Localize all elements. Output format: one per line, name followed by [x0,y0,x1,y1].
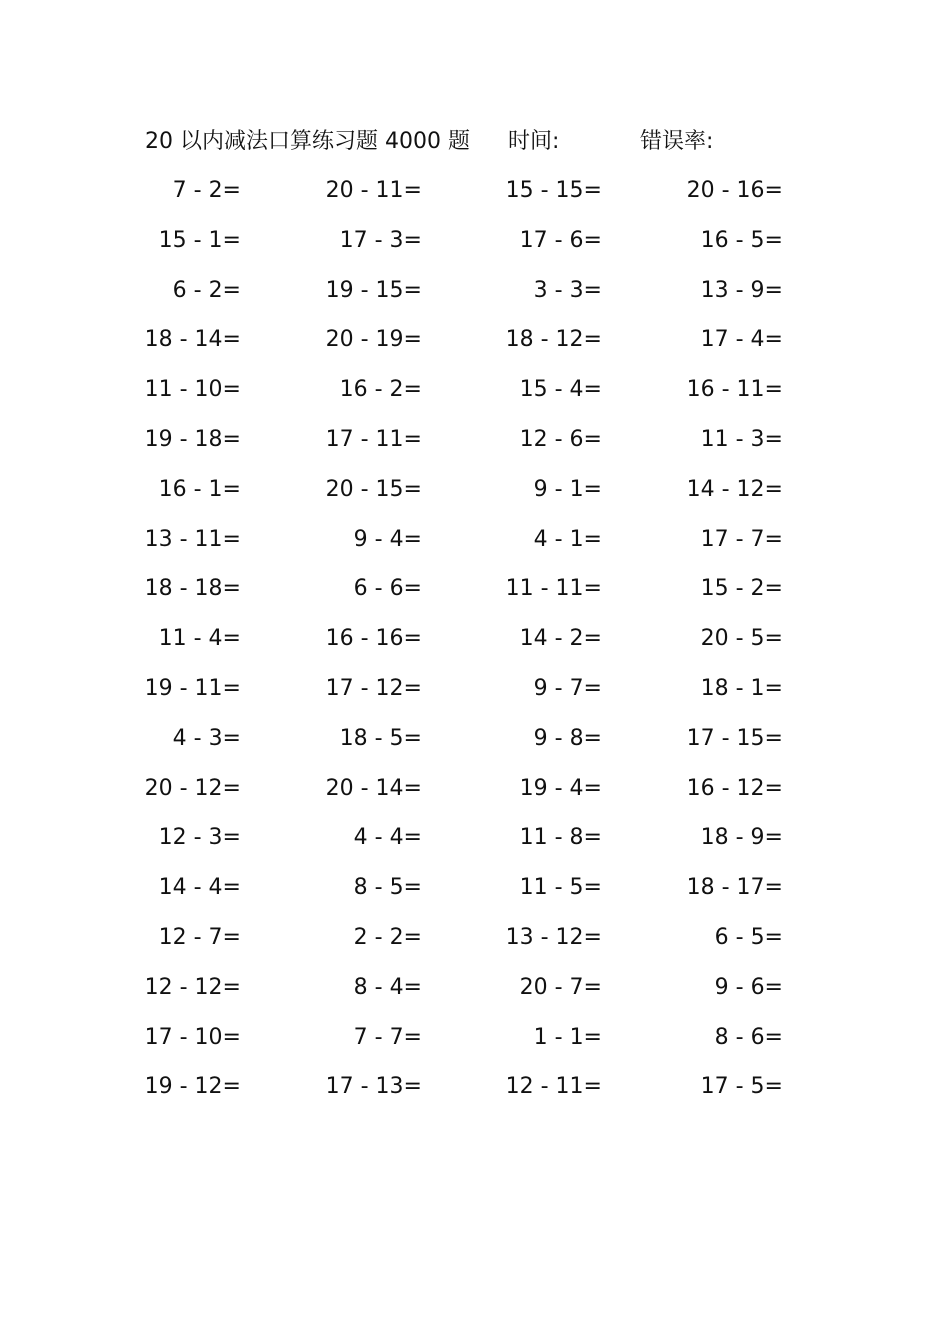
problem-row [0,1020,950,1070]
problem-row [0,721,950,771]
subtraction-problem: 12 - 12= [144,974,241,1000]
subtraction-problem: 6 - 6= [353,576,422,602]
subtraction-problem: 18 - 12= [505,327,602,353]
subtraction-problem: 16 - 11= [686,377,783,403]
subtraction-problem: 15 - 4= [519,377,602,403]
subtraction-problem: 13 - 9= [700,277,783,303]
subtraction-problem: 17 - 11= [325,426,422,452]
subtraction-problem: 12 - 6= [519,426,602,452]
subtraction-problem: 14 - 4= [158,875,241,901]
problem-row [0,1069,950,1119]
subtraction-problem: 4 - 1= [533,526,602,552]
subtraction-problem: 14 - 12= [686,476,783,502]
error-rate-label: 错误率: [640,129,714,154]
subtraction-problem: 17 - 7= [700,526,783,552]
problem-row [0,273,950,323]
subtraction-problem: 20 - 16= [686,178,783,203]
subtraction-problem: 11 - 4= [158,626,241,652]
subtraction-problem: 12 - 7= [158,924,241,950]
subtraction-problem: 19 - 4= [519,775,602,801]
subtraction-problem: 15 - 1= [158,227,241,253]
problem-row [0,173,950,223]
worksheet-title: 20 以内减法口算练习题 4000 题 [145,129,470,154]
subtraction-problem: 14 - 2= [519,626,602,652]
subtraction-problem: 20 - 19= [325,327,422,353]
subtraction-problem: 6 - 2= [172,277,241,303]
subtraction-problem: 13 - 11= [144,526,241,552]
subtraction-problem: 11 - 8= [519,825,602,851]
problem-row [0,820,950,870]
problem-row [0,920,950,970]
subtraction-problem: 17 - 10= [144,1024,241,1050]
problem-row [0,522,950,572]
problem-row [0,771,950,821]
subtraction-problem: 19 - 18= [144,426,241,452]
subtraction-problem: 20 - 12= [144,775,241,801]
problem-row [0,970,950,1020]
subtraction-problem: 17 - 13= [325,1074,422,1100]
subtraction-problem: 9 - 8= [533,725,602,751]
subtraction-problem: 18 - 1= [700,675,783,701]
problem-row [0,870,950,920]
subtraction-problem: 16 - 16= [325,626,422,652]
subtraction-problem: 17 - 6= [519,227,602,253]
subtraction-problem: 8 - 4= [353,974,422,1000]
subtraction-problem: 19 - 12= [144,1074,241,1100]
problem-row [0,621,950,671]
subtraction-problem: 1 - 1= [533,1024,602,1050]
problem-row [0,422,950,472]
subtraction-problem: 18 - 18= [144,576,241,602]
subtraction-problem: 3 - 3= [533,277,602,303]
subtraction-problem: 7 - 2= [172,178,241,203]
subtraction-problem: 9 - 1= [533,476,602,502]
subtraction-problem: 4 - 3= [172,725,241,751]
subtraction-problem: 17 - 5= [700,1074,783,1100]
problem-row [0,223,950,273]
subtraction-problem: 16 - 1= [158,476,241,502]
subtraction-problem: 18 - 5= [339,725,422,751]
problem-grid [0,173,950,1119]
subtraction-problem: 20 - 14= [325,775,422,801]
subtraction-problem: 20 - 5= [700,626,783,652]
subtraction-problem: 11 - 11= [505,576,602,602]
subtraction-problem: 17 - 4= [700,327,783,353]
subtraction-problem: 12 - 11= [505,1074,602,1100]
subtraction-problem: 11 - 3= [700,426,783,452]
subtraction-problem: 2 - 2= [353,924,422,950]
problem-row [0,571,950,621]
subtraction-problem: 13 - 12= [505,924,602,950]
subtraction-problem: 12 - 3= [158,825,241,851]
subtraction-problem: 20 - 15= [325,476,422,502]
problem-row [0,322,950,372]
problem-row [0,671,950,721]
subtraction-problem: 11 - 10= [144,377,241,403]
subtraction-problem: 18 - 17= [686,875,783,901]
subtraction-problem: 9 - 7= [533,675,602,701]
subtraction-problem: 16 - 12= [686,775,783,801]
problem-row [0,372,950,422]
time-label: 时间: [508,129,560,154]
subtraction-problem: 19 - 11= [144,675,241,701]
subtraction-problem: 18 - 14= [144,327,241,353]
subtraction-problem: 7 - 7= [353,1024,422,1050]
subtraction-problem: 17 - 3= [339,227,422,253]
subtraction-problem: 16 - 5= [700,227,783,253]
subtraction-problem: 15 - 2= [700,576,783,602]
subtraction-problem: 16 - 2= [339,377,422,403]
subtraction-problem: 8 - 6= [714,1024,783,1050]
subtraction-problem: 9 - 4= [353,526,422,552]
subtraction-problem: 17 - 15= [686,725,783,751]
subtraction-problem: 17 - 12= [325,675,422,701]
subtraction-problem: 9 - 6= [714,974,783,1000]
subtraction-problem: 4 - 4= [353,825,422,851]
subtraction-problem: 19 - 15= [325,277,422,303]
subtraction-problem: 20 - 7= [519,974,602,1000]
subtraction-problem: 11 - 5= [519,875,602,901]
subtraction-problem: 18 - 9= [700,825,783,851]
subtraction-problem: 20 - 11= [325,178,422,203]
subtraction-problem: 8 - 5= [353,875,422,901]
problem-row [0,472,950,522]
subtraction-problem: 15 - 15= [505,178,602,203]
subtraction-problem: 6 - 5= [714,924,783,950]
